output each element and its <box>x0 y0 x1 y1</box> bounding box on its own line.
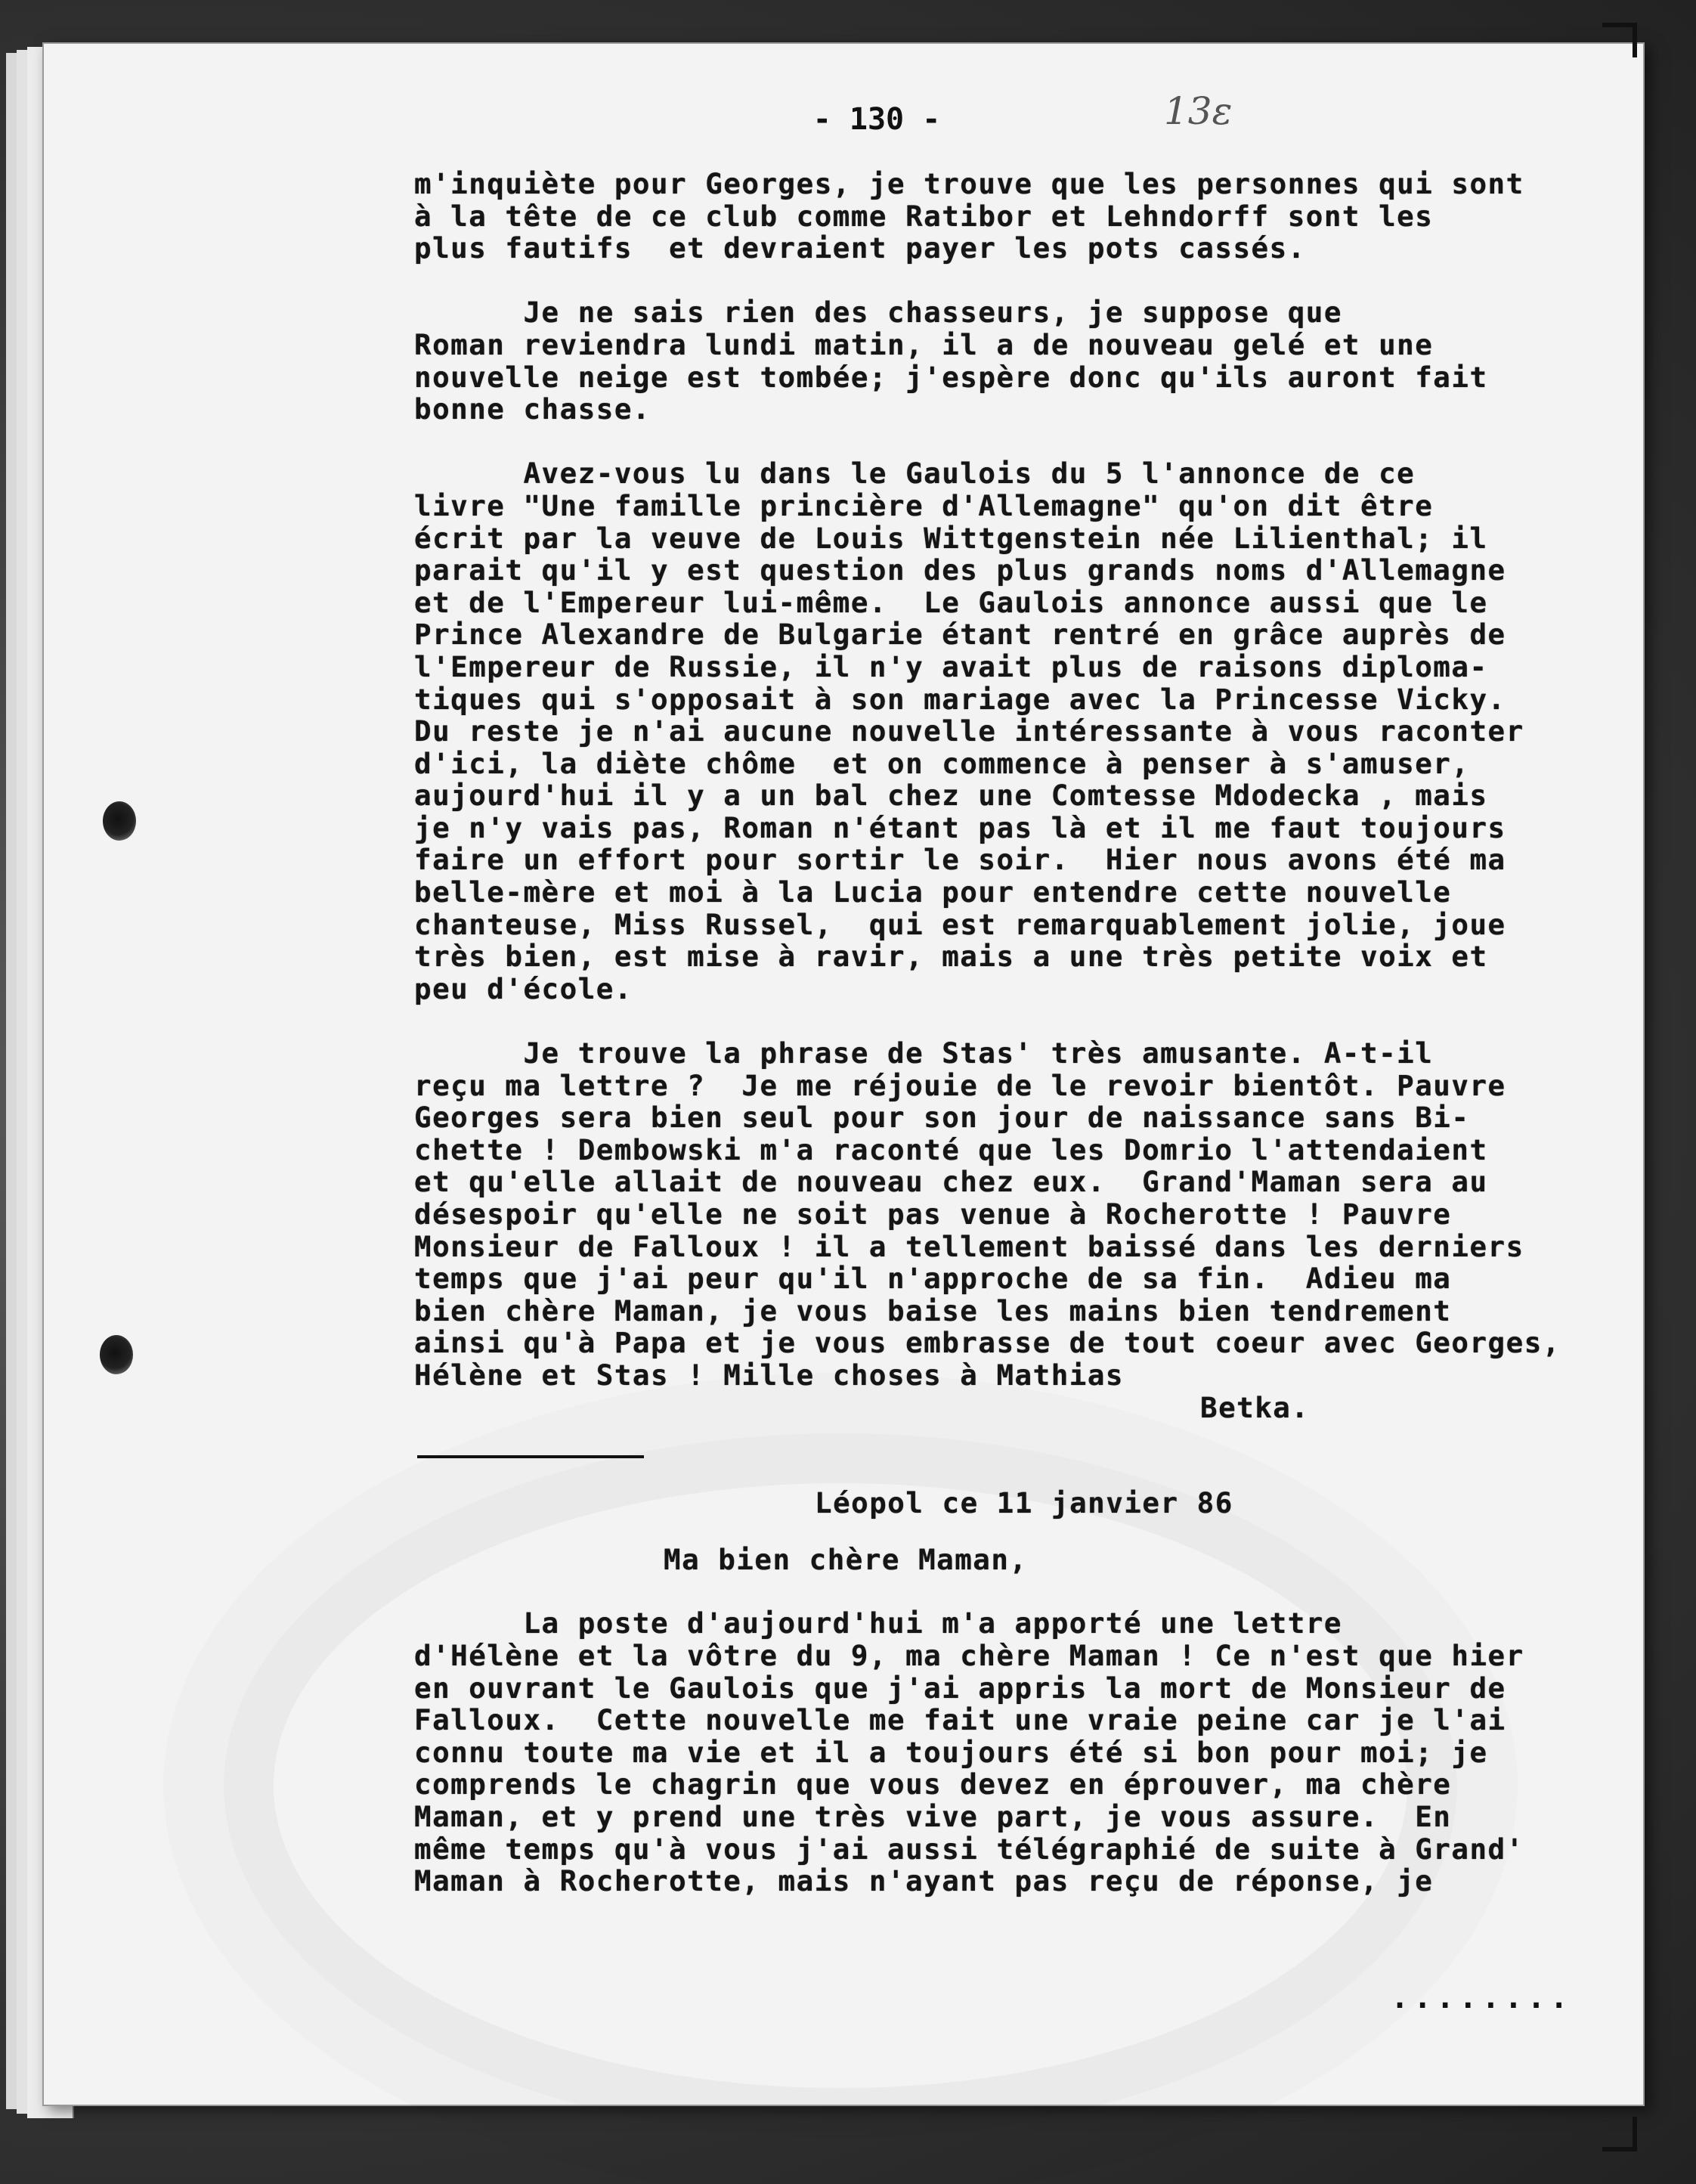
text-line: désespoir qu'elle ne soit pas venue à Rocherotte ! Pauvre <box>414 1197 1452 1231</box>
text-line: comprends le chagrin que vous devez en éprouver, ma chère <box>414 1767 1452 1801</box>
salutation: Ma bien chère Maman, <box>664 1542 1028 1576</box>
text-line: Hélène et Stas ! Mille choses à Mathias <box>414 1358 1124 1392</box>
text-line: tiques qui s'opposait à son mariage avec la Princesse Vicky. <box>414 682 1506 716</box>
paragraph <box>414 296 1623 425</box>
text-line: faire un effort pour sortir le soir. Hier nous avons été ma <box>414 843 1506 877</box>
paragraph <box>414 457 1623 1005</box>
text-line: bien chère Maman, je vous baise les mains bien tendrement <box>414 1293 1452 1327</box>
text-line: reçu ma lettre ? Je me réjouie de le revoir bientôt. Pauvre <box>414 1068 1506 1102</box>
text-line: m'inquiète pour Georges, je trouve que les personnes qui sont <box>414 167 1524 200</box>
paragraph-closing <box>414 1037 1623 1392</box>
text-line: d'ici, la diète chôme et on commence à penser à s'amuser, <box>414 746 1470 780</box>
archive-number: 13ε <box>1164 89 1233 133</box>
text-line: La poste d'aujourd'hui m'a apporté une lettre <box>414 1606 1342 1640</box>
separator-rule <box>417 1455 644 1458</box>
text-line: bonne chasse. <box>414 392 651 426</box>
letter-body <box>414 168 1623 1929</box>
continuation-dots: ........ <box>1391 1981 1573 2015</box>
text-line: Monsieur de Falloux ! il a tellement baissé dans les derniers <box>414 1229 1524 1263</box>
text-line: peu d'école. <box>414 971 633 1005</box>
text-line: Avez-vous lu dans le Gaulois du 5 l'annonce de ce <box>414 457 1416 491</box>
text-line: belle-mère et moi à la Lucia pour entendre cette nouvelle <box>414 875 1452 909</box>
text-line: temps que j'ai peur qu'il n'approche de sa fin. Adieu ma <box>414 1262 1452 1296</box>
text-line: Roman reviendra lundi matin, il a de nouveau gelé et une <box>414 327 1434 361</box>
text-line: Je trouve la phrase de Stas' très amusante. A-t-il <box>414 1036 1434 1070</box>
text-line: très bien, est mise à ravir, mais a une très petite voix et <box>414 940 1488 974</box>
text-line: à la tête de ce club comme Ratibor et Lehndorff sont les <box>414 199 1434 233</box>
text-line: Falloux. Cette nouvelle me fait une vraie peine car je l'ai <box>414 1703 1506 1737</box>
text-line: chanteuse, Miss Russel, qui est remarquablement jolie, joue <box>414 907 1506 941</box>
text-line: livre "Une famille princière d'Allemagne" qu'on dit être <box>414 488 1434 522</box>
punch-hole-icon <box>100 1335 133 1374</box>
punch-hole-icon <box>103 801 136 841</box>
text-line: d'Hélène et la vôtre du 9, ma chère Maman ! Ce n'est que hier <box>414 1638 1524 1672</box>
text-line: plus fautifs et devraient payer les pots cassés. <box>414 231 1306 265</box>
paragraph <box>414 1607 1623 1897</box>
dateline: Léopol ce 11 janvier 86 <box>815 1486 1233 1520</box>
text-line: Maman à Rocherotte, mais n'ayant pas reçu de réponse, je <box>414 1864 1434 1898</box>
text-line: ainsi qu'à Papa et je vous embrasse de tout coeur avec Georges, <box>414 1326 1561 1360</box>
text-line: je n'y vais pas, Roman n'étant pas là et il me faut toujours <box>414 810 1506 844</box>
text-line: aujourd'hui il y a un bal chez une Comtesse Mdodecka , mais <box>414 779 1488 813</box>
text-line: en ouvrant le Gaulois que j'ai appris la mort de Monsieur de <box>414 1671 1506 1705</box>
crop-mark-bottom-right <box>1602 2117 1637 2151</box>
text-line: Du reste je n'ai aucune nouvelle intéressante à vous raconter <box>414 714 1524 748</box>
text-line: même temps qu'à vous j'ai aussi télégraphié de suite à Grand' <box>414 1832 1524 1866</box>
text-line: et qu'elle allait de nouveau chez eux. Grand'Maman sera au <box>414 1165 1488 1199</box>
crop-mark-top-right <box>1602 23 1637 57</box>
text-line: l'Empereur de Russie, il n'y avait plus de raisons diploma- <box>414 649 1488 683</box>
text-line: chette ! Dembowski m'a raconté que les Domrio l'attendaient <box>414 1132 1488 1166</box>
signature: Betka. <box>1200 1390 1310 1424</box>
text-line: écrit par la veuve de Louis Wittgenstein née Lilienthal; il <box>414 521 1488 555</box>
text-line: parait qu'il y est question des plus grands noms d'Allemagne <box>414 553 1506 587</box>
text-line: nouvelle neige est tombée; j'espère donc qu'ils auront fait <box>414 360 1488 394</box>
text-line: connu toute ma vie et il a toujours été si bon pour moi; je <box>414 1735 1488 1769</box>
text-line: Georges sera bien seul pour son jour de naissance sans Bi- <box>414 1101 1470 1135</box>
page-number: - 130 - <box>812 102 941 137</box>
paragraph <box>414 168 1623 265</box>
text-line: Maman, et y prend une très vive part, je vous assure. En <box>414 1799 1452 1833</box>
text-line: Prince Alexandre de Bulgarie étant rentré en grâce auprès de <box>414 618 1506 652</box>
text-line: et de l'Empereur lui-même. Le Gaulois annonce aussi que le <box>414 585 1488 619</box>
text-line: Je ne sais rien des chasseurs, je suppose que <box>414 296 1342 330</box>
